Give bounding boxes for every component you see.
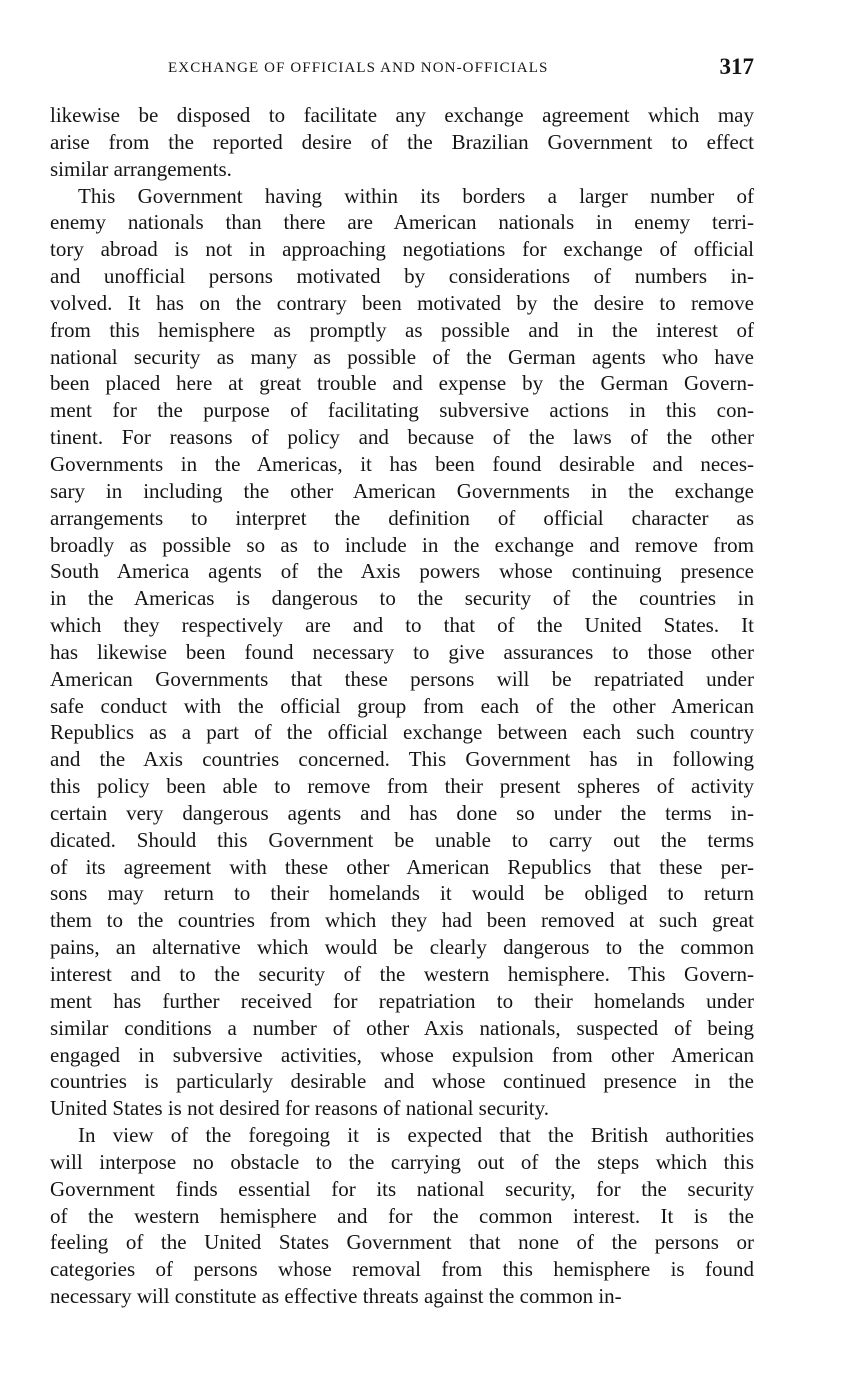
running-title: EXCHANGE OF OFFICIALS AND NON-OFFICIALS [168, 60, 549, 76]
text-line: tinent. For reasons of policy and because of the laws of the other [50, 425, 754, 450]
text-line: similar conditions a number of other Axis nationals, suspected of being [50, 1015, 754, 1040]
text-line: categories of persons whose removal from this hemisphere is found [50, 1257, 754, 1282]
text-line: pains, an alternative which would be clearly dangerous to the common [50, 935, 754, 960]
text-line: Republics as a part of the official exchange between each such country [50, 720, 754, 745]
text-line: engaged in subversive activities, whose expulsion from other American [50, 1042, 754, 1067]
text-line: similar arrangements. [50, 156, 232, 181]
running-head [50, 54, 754, 84]
text-line: In view of the foregoing it is expected that the British authorities [78, 1123, 754, 1148]
text-line: enemy nationals than there are American nationals in enemy terri- [50, 210, 754, 235]
text-line: volved. It has on the contrary been motivated by the desire to remove [50, 290, 754, 315]
text-line: tory abroad is not in approaching negotiations for exchange of official [50, 237, 754, 262]
text-line: this policy been able to remove from their present spheres of activity [50, 774, 754, 799]
page-number: 317 [719, 54, 754, 79]
text-line: United States is not desired for reasons of national security. [50, 1096, 550, 1121]
text-line: which they respectively are and to that of the United States. It [50, 613, 754, 638]
text-line: necessary will constitute as effective threats against the common in- [50, 1284, 622, 1309]
text-line: of its agreement with these other American Republics that these per- [50, 854, 754, 879]
text-line: Government finds essential for its national security, for the security [50, 1176, 754, 1201]
text-line: them to the countries from which they had been removed at such great [50, 908, 754, 933]
text-line: has likewise been found necessary to give assurances to those other [50, 639, 754, 664]
text-line: sary in including the other American Governments in the exchange [50, 478, 754, 503]
text-line: Governments in the Americas, it has been found desirable and neces- [50, 451, 754, 476]
text-line: ment has further received for repatriation to their homelands under [50, 988, 754, 1013]
text-line: feeling of the United States Government that none of the persons or [50, 1230, 754, 1255]
text-line: sons may return to their homelands it would be obliged to return [50, 881, 754, 906]
paragraph-1 [50, 102, 754, 183]
paragraph-2 [50, 183, 754, 1123]
text-line: arrangements to interpret the definition of official character as [50, 505, 754, 530]
text-line: from this hemisphere as promptly as possible and in the interest of [50, 317, 754, 342]
text-line: will interpose no obstacle to the carrying out of the steps which this [50, 1149, 754, 1174]
text-line: been placed here at great trouble and expense by the German Govern- [50, 371, 754, 396]
text-line: ment for the purpose of facilitating subversive actions in this con- [50, 398, 754, 423]
text-line: national security as many as possible of the German agents who have [50, 344, 754, 369]
text-line: certain very dangerous agents and has done so under the terms in- [50, 800, 754, 825]
text-line: of the western hemisphere and for the common interest. It is the [50, 1203, 754, 1228]
text-line: in the Americas is dangerous to the security of the countries in [50, 586, 754, 611]
paragraph-3 [50, 1122, 754, 1310]
text-line: interest and to the security of the western hemisphere. This Govern- [50, 962, 754, 986]
body-text [50, 102, 754, 1310]
text-line: and the Axis countries concerned. This Government has in following [50, 747, 754, 772]
text-line: countries is particularly desirable and whose continued presence in the [50, 1069, 754, 1094]
text-line: and unofficial persons motivated by considerations of numbers in- [50, 264, 754, 289]
text-line: American Governments that these persons will be repatriated under [50, 666, 754, 691]
text-line: South America agents of the Axis powers whose continuing presence [50, 559, 754, 584]
text-line: likewise be disposed to facilitate any exchange agreement which may [50, 103, 754, 127]
text-line: This Government having within its borders a larger number of [78, 183, 754, 208]
text-line: broadly as possible so as to include in the exchange and remove from [50, 532, 754, 557]
text-line: safe conduct with the official group from each of the other American [50, 693, 754, 718]
text-line: dicated. Should this Government be unable to carry out the terms [50, 827, 754, 852]
text-line: arise from the reported desire of the Brazilian Government to effect [50, 129, 754, 154]
